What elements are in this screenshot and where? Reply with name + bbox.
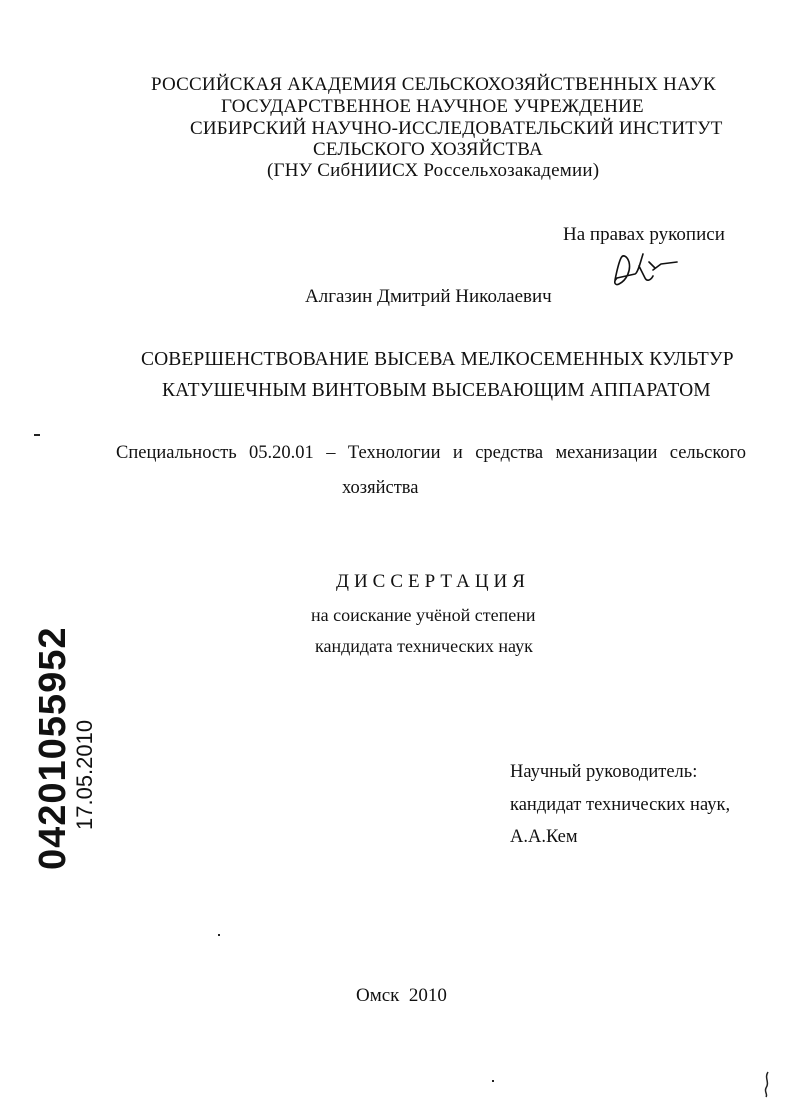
city-year: Омск 2010 <box>356 985 447 1006</box>
library-stamp-date: 17.05.2010 <box>72 719 97 830</box>
supervisor-label: Научный руководитель: <box>510 762 698 782</box>
specialty-line-1: Специальность 05.20.01 – Технологии и средства механизации сельского <box>116 443 746 463</box>
scan-dot <box>492 1080 494 1082</box>
page-corner-mark-icon <box>760 1070 774 1098</box>
library-stamp-code: 04201055952 <box>32 626 74 870</box>
scan-mark <box>34 434 40 436</box>
title-line-2: КАТУШЕЧНЫМ ВИНТОВЫМ ВЫСЕВАЮЩИМ АППАРАТОМ <box>162 380 711 401</box>
specialty-line-2: хозяйства <box>342 478 419 498</box>
org-line-3: СИБИРСКИЙ НАУЧНО-ИССЛЕДОВАТЕЛЬСКИЙ ИНСТИТУТ <box>190 118 723 139</box>
rights-note: На правах рукописи <box>563 224 725 245</box>
org-line-5: (ГНУ СибНИИСХ Россельхозакадемии) <box>267 160 600 181</box>
signature-icon <box>605 250 685 290</box>
supervisor-name: А.А.Кем <box>510 827 578 847</box>
org-line-2: ГОСУДАРСТВЕННОЕ НАУЧНОЕ УЧРЕЖДЕНИЕ <box>221 96 644 117</box>
document-type-line-1: на соискание учёной степени <box>311 605 536 625</box>
document-type-line-2: кандидата технических наук <box>315 636 533 656</box>
document-type-heading: ДИССЕРТАЦИЯ <box>336 571 530 592</box>
supervisor-degree: кандидат технических наук, <box>510 795 731 815</box>
author-name: Алгазин Дмитрий Николаевич <box>305 286 552 307</box>
org-line-1: РОССИЙСКАЯ АКАДЕМИЯ СЕЛЬСКОХОЗЯЙСТВЕННЫХ НАУК <box>151 74 716 95</box>
title-line-1: СОВЕРШЕНСТВОВАНИЕ ВЫСЕВА МЕЛКОСЕМЕННЫХ КУЛЬТУР <box>141 349 734 370</box>
org-line-4: СЕЛЬСКОГО ХОЗЯЙСТВА <box>313 139 543 160</box>
scan-dot <box>218 934 220 936</box>
